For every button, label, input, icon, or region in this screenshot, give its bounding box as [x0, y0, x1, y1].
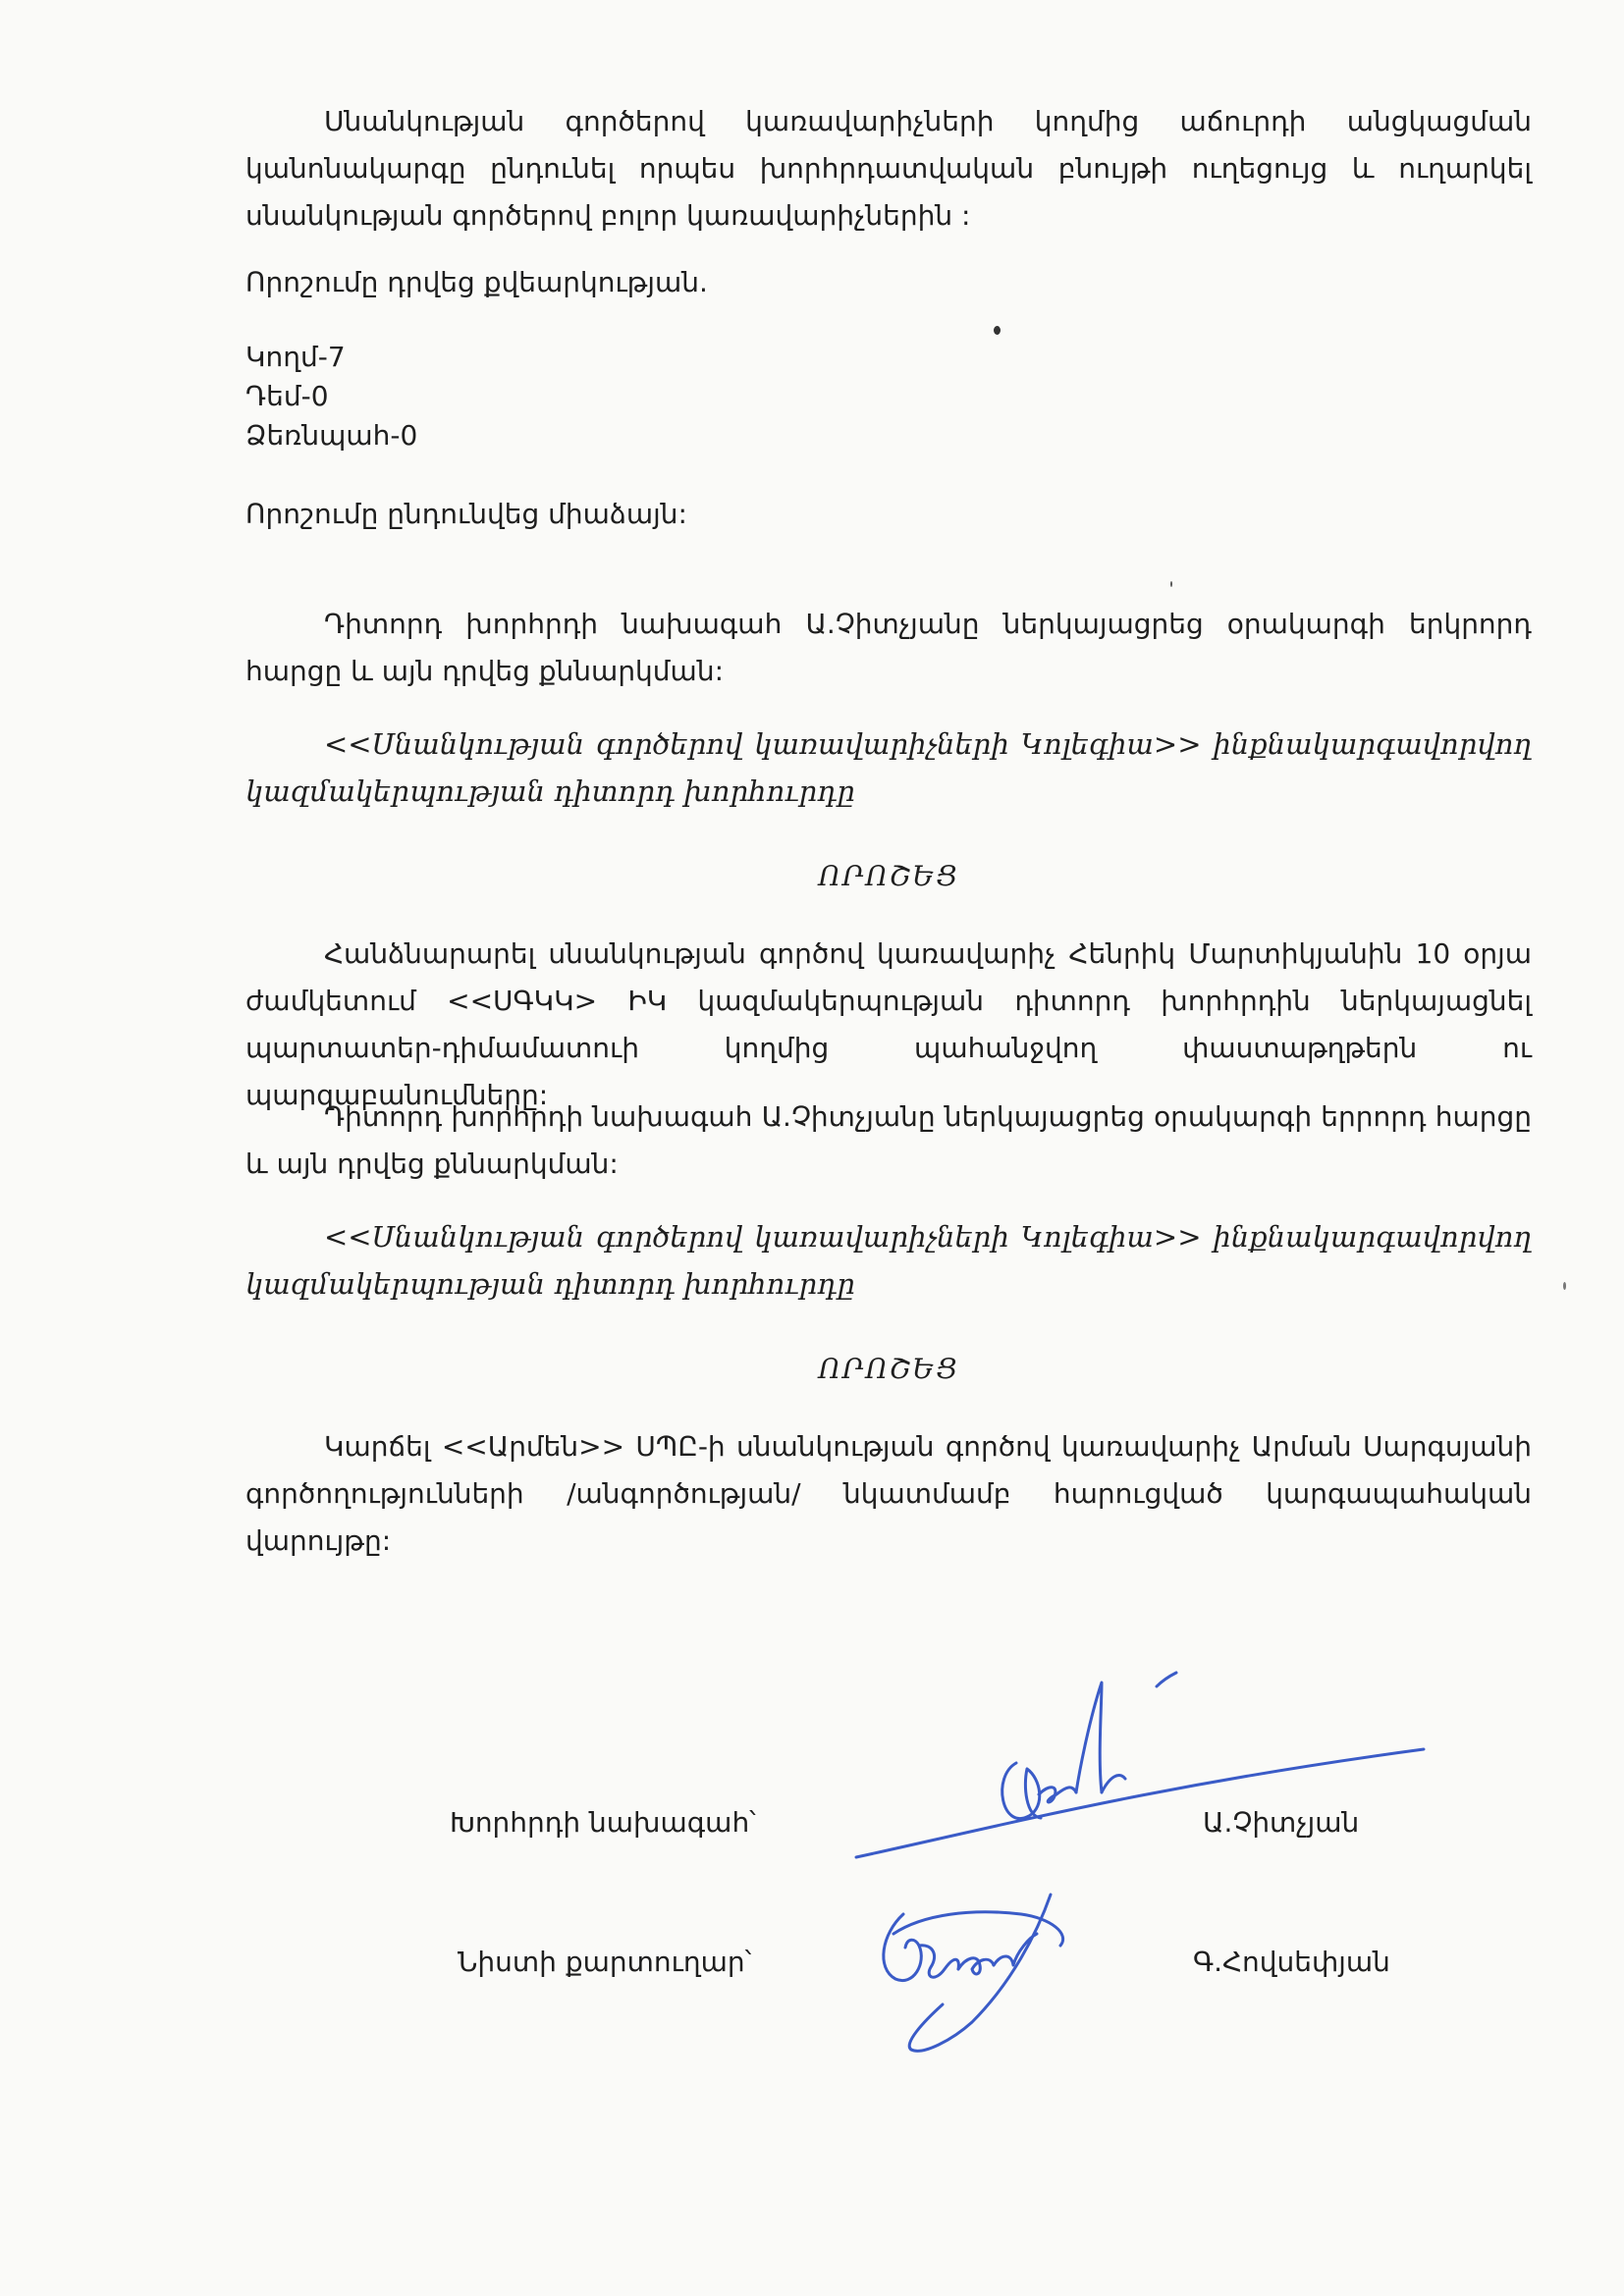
decided-heading-2: ՈՐՈՇԵՑ [818, 1353, 959, 1385]
paragraph-unanimous: Որոշումը ընդունվեց միաձայն: [245, 498, 687, 530]
paragraph-instruction-martikyan: Հանձնարարել սնանկության գործով կառավարիչ Հենրիկ Մարտիկյանին 10 օրյա ժամկետում <<ՍԳԿԿ> ԻԿ կազմակերպության դիտորդ խորհրդին ներկայացնել պարտատեր-դիմամատուի կողմից պահանջվող փաստաթղթերն ու պարզաբանումները: [245, 937, 1532, 1111]
paragraph-terminate-proceedings: Կարճել <<Արմեն>> ՍՊԸ-ի սնանկության գործով կառավարիչ Արման Սարգսյանի գործողությունների /անգործության/ նկատմամբ հարուցված կարգապահական վարույթը: [245, 1430, 1532, 1557]
paragraph-vote-put: Որոշումը դրվեց քվեարկության. [245, 266, 708, 298]
vote-against: Դեմ-0 [245, 380, 329, 412]
secretary-name: Գ.Հովսեփյան [1193, 1946, 1390, 1978]
secretary-signature-icon [864, 1875, 1119, 2061]
paragraph-board-name-2: <<Սնանկության գործերով կառավարիչների Կոլեգիա>> ինքնակարգավորվող կազմակերպության դիտորդ խորհուրդը [245, 1220, 1532, 1301]
vote-for: Կողմ-7 [245, 341, 346, 373]
scan-speck [1170, 581, 1172, 587]
chair-title: Խորհրդի նախագահ՝ [450, 1806, 756, 1839]
scan-speck [1563, 1282, 1566, 1290]
paragraph-regulation-adopted: Սնանկության գործերով կառավարիչների կողմից աճուրդի անցկացման կանոնակարգը ընդունել որպես խորհրդատվական բնույթի ուղեցույց և ուղարկել սնանկության գործերով բոլոր կառավարիչներին : [245, 105, 1532, 232]
paragraph-second-agenda-item: Դիտորդ խորհրդի նախագահ Ա.Չիտչյանը ներկայացրեց օրակարգի երկրորդ հարցը և այն դրվեց քննարկման: [245, 608, 1532, 687]
chair-signature-icon [844, 1669, 1434, 1865]
secretary-title: Նիստի քարտուղար՝ [458, 1946, 752, 1978]
paragraph-third-agenda-item: Դիտորդ խորհրդի նախագահ Ա.Չիտչյանը ներկայացրեց օրակարգի երրորդ հարցը և այն դրվեց քննարկման: [245, 1100, 1532, 1180]
scan-speck [994, 326, 1001, 335]
paragraph-board-name-1: <<Սնանկության գործերով կառավարիչների Կոլեգիա>> ինքնակարգավորվող կազմակերպության դիտորդ խորհուրդը [245, 727, 1532, 808]
chair-name: Ա.Չիտչյան [1203, 1806, 1360, 1839]
decided-heading-1: ՈՐՈՇԵՑ [818, 860, 959, 892]
vote-abstain: Ձեռնպահ-0 [245, 419, 418, 452]
